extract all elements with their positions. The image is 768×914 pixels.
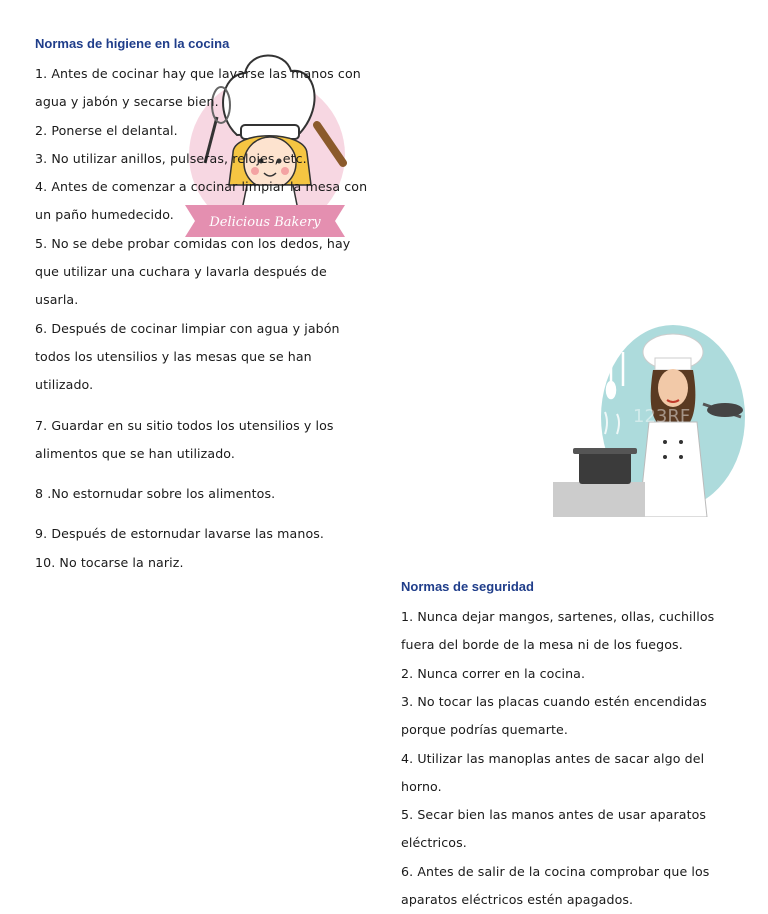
woman-chef-illustration	[553, 322, 746, 517]
safety-title: Normas de seguridad	[401, 579, 534, 595]
hygiene-item: 5. No se debe probar comidas con los dedos, hay que utilizar una cuchara y lavarla después de usarla.	[35, 235, 351, 308]
safety-item: 1. Nunca dejar mangos, sartenes, ollas, cuchillos fuera del borde de la mesa ni de los fuegos.	[401, 609, 715, 653]
hygiene-item: 7. Guardar en su sitio todos los utensilios y los alimentos que se han utilizado.	[35, 417, 334, 461]
svg-text:123RF: 123RF	[633, 406, 691, 427]
svg-text:Delicious Bakery: Delicious Bakery	[209, 215, 321, 230]
hygiene-item: 9. Después de estornudar lavarse las manos.	[35, 526, 325, 542]
safety-item: 4. Utilizar las manoplas antes de sacar algo del horno.	[401, 750, 705, 794]
hygiene-item: 10. No tocarse la nariz.	[35, 554, 184, 570]
hygiene-title: Normas de higiene en la cocina	[35, 36, 230, 51]
hygiene-item: 6. Después de cocinar limpiar con agua y jabón todos los utensilios y las mesas que se han utilizado.	[35, 320, 340, 393]
safety-item: 2. Nunca correr en la cocina.	[401, 665, 586, 681]
hygiene-item: 8 .No estornudar sobre los alimentos.	[35, 486, 276, 502]
safety-item: 3. No tocar las placas cuando estén encendidas porque podrías quemarte.	[401, 693, 707, 738]
safety-section	[401, 577, 736, 914]
hygiene-item: 1. Antes de cocinar hay que lavarse las manos con agua y jabón y secarse bien.	[35, 66, 361, 110]
hygiene-section	[35, 34, 370, 577]
safety-item: 5. Secar bien las manos antes de usar aparatos eléctricos.	[401, 807, 707, 851]
hygiene-item: 3. No utilizar anillos, pulseras, relojes, etc.	[35, 150, 307, 166]
hygiene-item: 4. Antes de comenzar a cocinar limpiar la mesa con un paño humedecido.	[35, 179, 368, 223]
safety-item: 6. Antes de salir de la cocina comprobar que los aparatos eléctricos estén apagados.	[401, 863, 710, 908]
hygiene-item: 2. Ponerse el delantal.	[35, 122, 178, 138]
